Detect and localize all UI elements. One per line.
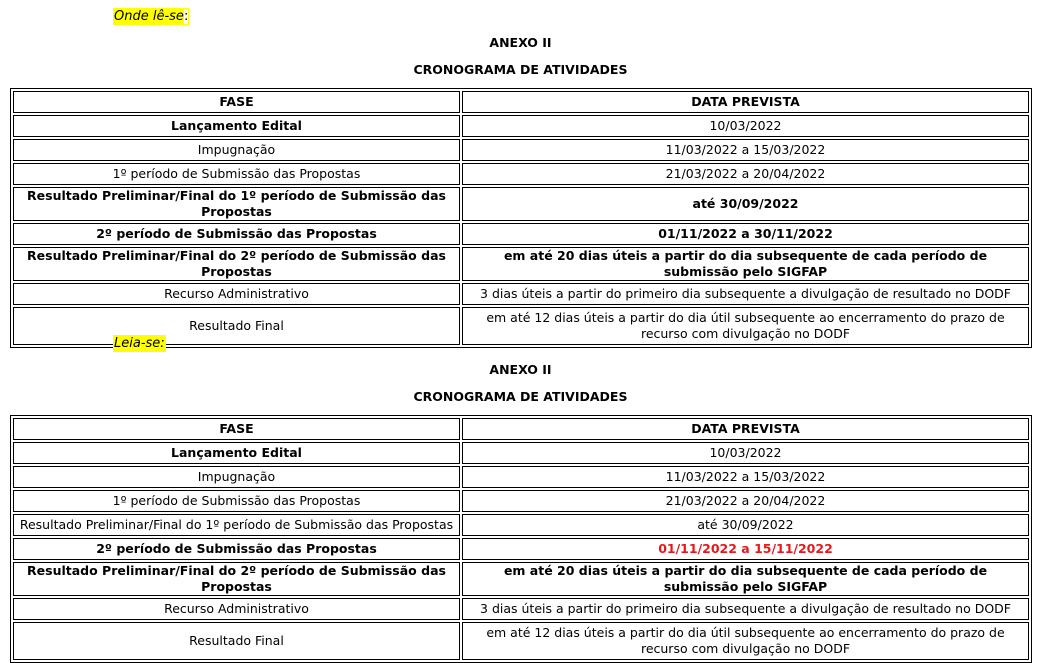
annex-heading: ANEXO II bbox=[489, 362, 552, 377]
table-row bbox=[13, 514, 1029, 536]
date-cell: 21/03/2022 a 20/04/2022 bbox=[462, 490, 1029, 512]
date-cell: 3 dias úteis a partir do primeiro dia subsequente a divulgação de resultado no DODF bbox=[462, 598, 1029, 620]
phase-cell: 2º período de Submissão das Propostas bbox=[13, 223, 460, 245]
table-row bbox=[13, 466, 1029, 488]
phase-cell: 2º período de Submissão das Propostas bbox=[13, 538, 460, 560]
phase-cell: 1º período de Submissão das Propostas bbox=[13, 490, 460, 512]
table-row bbox=[13, 163, 1029, 185]
table-row bbox=[13, 283, 1029, 305]
phase-cell: Impugnação bbox=[13, 139, 460, 161]
table-row bbox=[13, 223, 1029, 245]
date-cell: 21/03/2022 a 20/04/2022 bbox=[462, 163, 1029, 185]
table-header-row bbox=[13, 91, 1029, 113]
date-cell: 11/03/2022 a 15/03/2022 bbox=[462, 139, 1029, 161]
schedule-title: CRONOGRAMA DE ATIVIDADES bbox=[413, 62, 628, 77]
table-row bbox=[13, 115, 1029, 137]
phase-cell: Resultado Final bbox=[13, 307, 460, 345]
date-cell: 01/11/2022 a 30/11/2022 bbox=[462, 223, 1029, 245]
header-phase: FASE bbox=[13, 418, 460, 440]
table-row bbox=[13, 598, 1029, 620]
date-cell: 10/03/2022 bbox=[462, 115, 1029, 137]
label-text: Onde lê-se bbox=[114, 9, 184, 24]
table-row bbox=[13, 247, 1029, 281]
table-header-row bbox=[13, 418, 1029, 440]
phase-cell: Resultado Preliminar/Final do 2º período de Submissão das Propostas bbox=[13, 562, 460, 596]
leia-se-label: Leia-se: bbox=[114, 336, 165, 351]
phase-cell: Resultado Preliminar/Final do 1º período de Submissão das Propostas bbox=[13, 514, 460, 536]
date-cell: em até 12 dias úteis a partir do dia útil subsequente ao encerramento do prazo de recurso com divulgação no DODF bbox=[462, 307, 1029, 345]
table-row bbox=[13, 442, 1029, 464]
header-date: DATA PREVISTA bbox=[462, 91, 1029, 113]
date-cell: 10/03/2022 bbox=[462, 442, 1029, 464]
phase-cell: Impugnação bbox=[13, 466, 460, 488]
date-cell-changed: 01/11/2022 a 15/11/2022 bbox=[462, 538, 1029, 560]
date-cell: em até 12 dias úteis a partir do dia útil subsequente ao encerramento do prazo de recurso com divulgação no DODF bbox=[462, 622, 1029, 660]
header-date: DATA PREVISTA bbox=[462, 418, 1029, 440]
phase-cell: Recurso Administrativo bbox=[13, 283, 460, 305]
schedule-table-original bbox=[10, 88, 1032, 348]
date-cell: 3 dias úteis a partir do primeiro dia subsequente a divulgação de resultado no DODF bbox=[462, 283, 1029, 305]
onde-le-se-label bbox=[113, 8, 189, 25]
table-row bbox=[13, 562, 1029, 596]
table-row bbox=[13, 538, 1029, 560]
table-row bbox=[13, 490, 1029, 512]
phase-cell: Resultado Final bbox=[13, 622, 460, 660]
header-phase: FASE bbox=[13, 91, 460, 113]
table-row bbox=[13, 139, 1029, 161]
date-cell: 11/03/2022 a 15/03/2022 bbox=[462, 466, 1029, 488]
annex-heading: ANEXO II bbox=[489, 35, 552, 50]
table-row bbox=[13, 187, 1029, 221]
date-cell: até 30/09/2022 bbox=[462, 514, 1029, 536]
table-row bbox=[13, 622, 1029, 660]
date-cell: até 30/09/2022 bbox=[462, 187, 1029, 221]
label-colon: : bbox=[183, 9, 189, 24]
phase-cell: Resultado Preliminar/Final do 1º período de Submissão das Propostas bbox=[13, 187, 460, 221]
date-cell: em até 20 dias úteis a partir do dia subsequente de cada período de submissão pelo SIGFAP bbox=[462, 247, 1029, 281]
phase-cell: Lançamento Edital bbox=[13, 115, 460, 137]
phase-cell: Lançamento Edital bbox=[13, 442, 460, 464]
schedule-table-corrected bbox=[10, 415, 1032, 663]
phase-cell: Recurso Administrativo bbox=[13, 598, 460, 620]
schedule-title: CRONOGRAMA DE ATIVIDADES bbox=[413, 389, 628, 404]
date-cell: em até 20 dias úteis a partir do dia subsequente de cada período de submissão pelo SIGFAP bbox=[462, 562, 1029, 596]
phase-cell: Resultado Preliminar/Final do 2º período de Submissão das Propostas bbox=[13, 247, 460, 281]
phase-cell: 1º período de Submissão das Propostas bbox=[13, 163, 460, 185]
